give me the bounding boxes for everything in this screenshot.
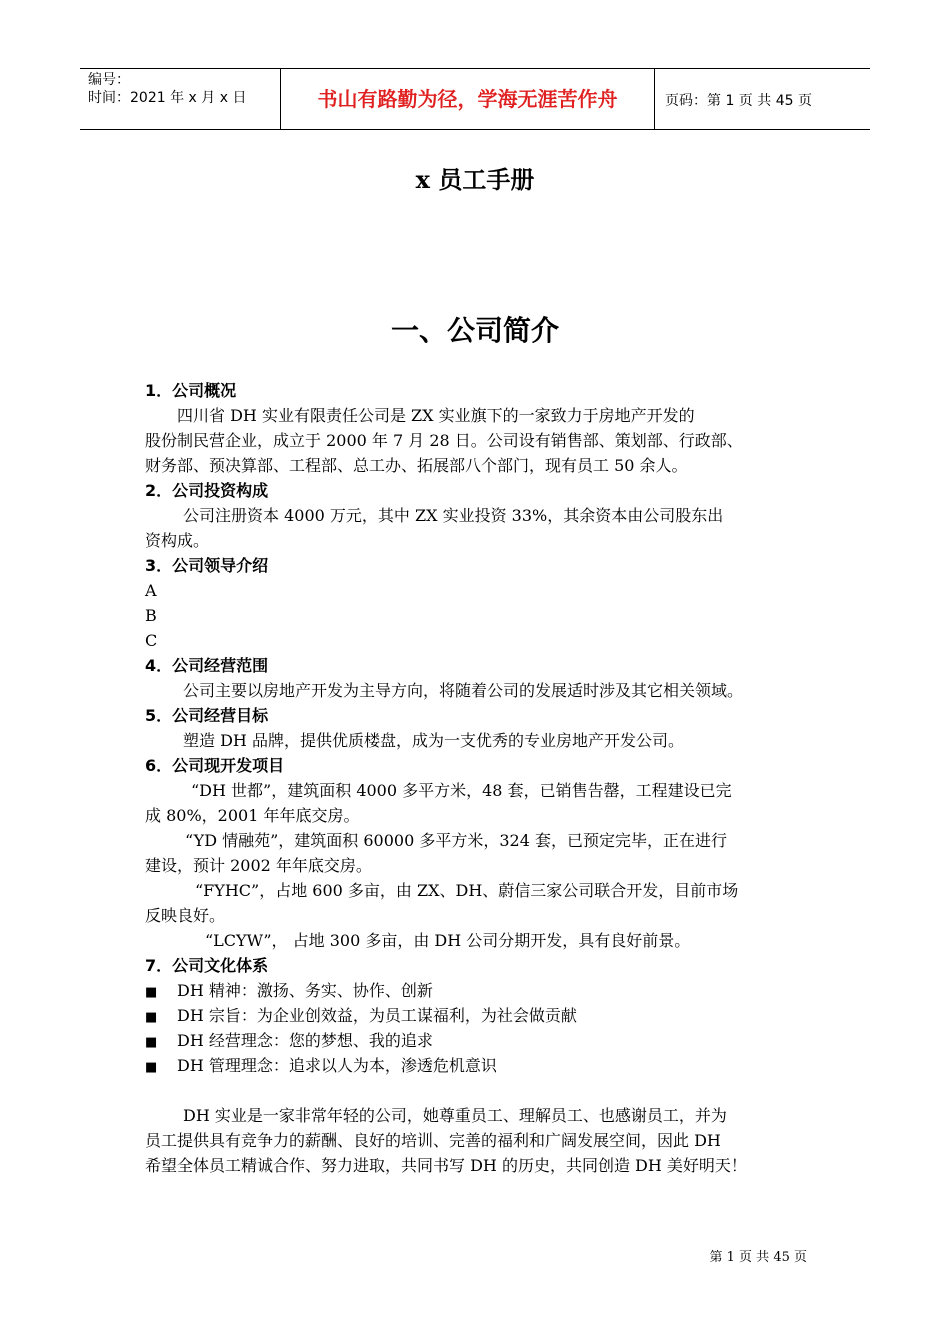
document-body	[145, 378, 820, 1178]
paragraph-line: 公司注册资本 4000 万元，其中 ZX 实业投资 33%，其余资本由公司股东出	[183, 506, 724, 525]
culture-bullet	[145, 978, 820, 1003]
culture-bullet	[145, 1003, 820, 1028]
paragraph-line: 财务部、预决算部、工程部、总工办、拓展部八个部门，现有员工 50 余人。	[145, 456, 688, 475]
section-heading-leaders: 3．公司领导介绍	[145, 556, 269, 575]
paragraph-line: 股份制民营企业，成立于 2000 年 7 月 28 日。公司设有销售部、策划部、行政部、	[145, 431, 743, 450]
leader-item: B	[145, 606, 157, 625]
black-square-icon: ■	[145, 985, 158, 1000]
header-motto-cell	[281, 69, 655, 129]
paragraph-line: 资构成。	[145, 531, 210, 550]
closing-line: 员工提供具有竞争力的薪酬、良好的培训、完善的福利和广阔发展空间，因此 DH	[145, 1131, 721, 1150]
black-square-icon: ■	[145, 1060, 158, 1075]
section-heading-projects: 6．公司现开发项目	[145, 756, 285, 775]
project-line: “LCYW”， 占地 300 多亩，由 DH 公司分期开发，具有良好前景。	[205, 931, 691, 950]
project-line: “YD 情融苑”，建筑面积 60000 多平方米，324 套，已预定完毕，正在进行	[185, 831, 727, 850]
paragraph-line: 公司主要以房地产开发为主导方向，将随着公司的发展适时涉及其它相关领域。	[183, 681, 744, 700]
time-label: 时间：2021 年 x 月 x 日	[88, 90, 247, 106]
closing-line: DH 实业是一家非常年轻的公司，她尊重员工、理解员工、也感谢员工，并为	[183, 1106, 727, 1125]
page-header	[80, 68, 870, 130]
header-meta-cell	[80, 69, 281, 129]
culture-bullet-text: DH 管理理念：追求以人为本，渗透危机意识	[177, 1056, 497, 1075]
header-page-info: 页码：第 1 页 共 45 页	[665, 93, 812, 109]
culture-bullet	[145, 1053, 820, 1078]
section-heading-goal: 5．公司经营目标	[145, 706, 269, 725]
section-heading-culture: 7．公司文化体系	[145, 956, 269, 975]
page-footer: 第 1 页 共 45 页	[709, 1250, 807, 1265]
black-square-icon: ■	[145, 1035, 158, 1050]
project-line: 反映良好。	[145, 906, 226, 925]
document-title: x 员工手册	[415, 165, 535, 194]
number-label: 编号：	[88, 72, 130, 88]
project-line: 成 80%，2001 年年底交房。	[145, 806, 360, 825]
header-page-cell	[655, 69, 870, 129]
black-square-icon: ■	[145, 1010, 158, 1025]
culture-bullet-text: DH 宗旨：为企业创效益，为员工谋福利，为社会做贡献	[177, 1006, 577, 1025]
culture-bullet-text: DH 精神：激扬、务实、协作、创新	[177, 981, 433, 1000]
paragraph-line: 四川省 DH 实业有限责任公司是 ZX 实业旗下的一家致力于房地产开发的	[177, 406, 695, 425]
chapter-title: 一、公司简介	[390, 314, 559, 347]
project-line: “DH 世都”，建筑面积 4000 多平方米，48 套，已销售告罄，工程建设已完	[191, 781, 732, 800]
paragraph-line: 塑造 DH 品牌，提供优质楼盘，成为一支优秀的专业房地产开发公司。	[183, 731, 684, 750]
culture-bullet	[145, 1028, 820, 1053]
culture-bullet-text: DH 经营理念：您的梦想、我的追求	[177, 1031, 433, 1050]
section-heading-overview: 1．公司概况	[145, 381, 237, 400]
project-line: “FYHC”，占地 600 多亩，由 ZX、DH、蔚信三家公司联合开发，目前市场	[195, 881, 739, 900]
leader-item: C	[145, 631, 158, 650]
project-line: 建设，预计 2002 年年底交房。	[145, 856, 372, 875]
motto: 书山有路勤为径，学海无涯苦作舟	[317, 87, 618, 111]
section-heading-investment: 2．公司投资构成	[145, 481, 269, 500]
section-heading-scope: 4．公司经营范围	[145, 656, 269, 675]
closing-line: 希望全体员工精诚合作、努力进取，共同书写 DH 的历史，共同创造 DH 美好明天！	[145, 1156, 747, 1175]
leader-item: A	[145, 581, 157, 600]
